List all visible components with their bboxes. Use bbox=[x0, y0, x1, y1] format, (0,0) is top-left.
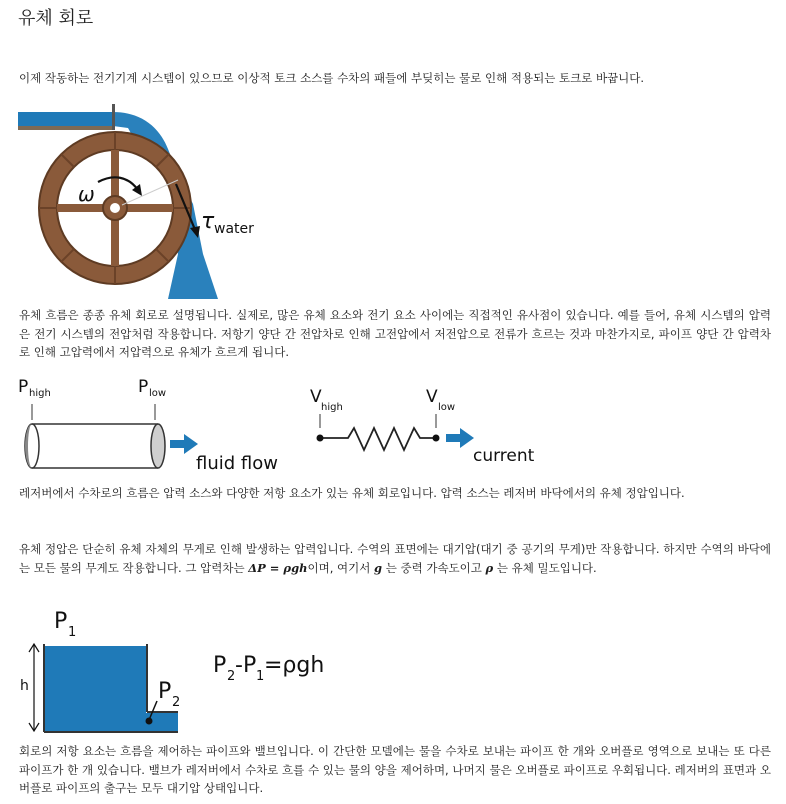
gravity-symbol: g bbox=[374, 560, 383, 575]
page-title: 유체 회로 bbox=[18, 8, 94, 29]
fluid-paragraph bbox=[19, 306, 771, 362]
resistor-node-left bbox=[317, 435, 324, 442]
tau-label: τ bbox=[201, 209, 215, 234]
tau-subscript: water bbox=[214, 221, 254, 237]
hydro-text-2: 이며, 여기서 bbox=[307, 560, 374, 575]
hydro-text-1: 유체 정압은 단순히 유체 자체의 무게로 인해 발생하는 압력입니다. 수역의 표면에는 대기압(대기 중 공기의 무게)만 작용합니다. 하지만 수역의 바닥에는 모든 물의 무게도 작용합니다. 그 압력차는 bbox=[19, 542, 771, 575]
p-high-label: P bbox=[18, 377, 29, 397]
p2-point bbox=[146, 718, 153, 725]
hydrostatic-paragraph bbox=[19, 540, 771, 577]
resistance-text: 회로의 저항 요소는 흐름을 제어하는 파이프와 밸브입니다. 이 간단한 모델에는 물을 수차로 보내는 파이프 한 개와 오버플로 영역으로 보내는 또 다른 파이프가 한 개 있습니다. 밸브가 레저버에서 수차로 흐를 수 있는 물의 양을 제어하며, 나머지 물은 오버플로 파이프로 우회됩니다. 레저버의 표면과 오버플로 파이프의 출구는 모두 대기압 상태입니다. bbox=[19, 744, 771, 795]
reservoir-text: 레저버에서 수차로의 흐름은 압력 소스와 다양한 저항 요소가 있는 유체 회로입니다. 압력 소스는 레저버 바닥에서의 유체 정압입니다. bbox=[19, 486, 685, 500]
channel-wall bbox=[18, 126, 115, 130]
pressure-equation-inline: ΔP = ρgh bbox=[248, 560, 308, 575]
p1-subscript: 1 bbox=[68, 625, 77, 640]
resistor bbox=[320, 428, 436, 450]
water-channel bbox=[18, 112, 113, 126]
intro-text: 이제 작동하는 전기기계 시스템이 있으므로 이상적 토크 소스를 수차의 패들에 부딪히는 물로 인해 적용되는 토크로 바꿉니다. bbox=[19, 71, 645, 85]
p-high-subscript: high bbox=[29, 388, 51, 399]
v-high-label: V bbox=[310, 387, 322, 407]
tank-water bbox=[45, 646, 146, 731]
channel-edge bbox=[112, 104, 115, 130]
p2-label: P bbox=[158, 679, 172, 704]
wheel-axle bbox=[110, 203, 120, 213]
current-arrowhead bbox=[460, 428, 474, 448]
reservoir-paragraph bbox=[19, 484, 771, 503]
intro-paragraph bbox=[19, 69, 771, 88]
current-arrow-shaft bbox=[446, 434, 462, 442]
waterwheel-figure bbox=[18, 104, 268, 302]
equation-minus-p1: -P bbox=[235, 653, 257, 678]
v-low-subscript: low bbox=[438, 402, 456, 413]
pipe-right-end bbox=[151, 424, 165, 468]
current-label: current bbox=[473, 446, 535, 466]
fluid-flow-label: fluid flow bbox=[196, 453, 278, 474]
density-symbol: ρ bbox=[485, 560, 494, 575]
fluid-flow-arrowhead bbox=[184, 434, 198, 454]
p1-label: P bbox=[54, 609, 68, 634]
fluid-flow-arrow-shaft bbox=[170, 440, 186, 448]
equation-sub1: 1 bbox=[256, 669, 265, 684]
p-low-subscript: low bbox=[149, 388, 167, 399]
equation-sub2: 2 bbox=[227, 669, 236, 684]
analogy-figure bbox=[18, 372, 538, 476]
hydrostatic-text bbox=[19, 540, 771, 577]
pipe-walls bbox=[32, 424, 158, 468]
hydro-text-4: 는 유체 밀도입니다. bbox=[493, 560, 597, 575]
resistor-node-right bbox=[433, 435, 440, 442]
tank-figure bbox=[18, 606, 348, 736]
equation-rhs: =ρgh bbox=[264, 653, 325, 678]
v-low-label: V bbox=[426, 387, 438, 407]
v-high-subscript: high bbox=[321, 402, 343, 413]
hydro-text-3: 는 중력 가속도이고 bbox=[382, 560, 486, 575]
height-label: h bbox=[20, 678, 29, 694]
fluid-text: 유체 흐름은 종종 유체 회로로 설명됩니다. 실제로, 많은 유체 요소와 전기 요소 사이에는 직접적인 유사점이 있습니다. 예를 들어, 유체 시스템의 압력은 전기 시스템의 전압처럼 작용합니다. 저항기 양단 간 전압차로 인해 고전압에서 저전압으로 전류가 흐르는 것과 마찬가지로, 파이프 양단 간 압력차로 인해 고압력에서 저압력으로 유체가 흐르게 됩니다. bbox=[19, 308, 771, 359]
p-low-label: P bbox=[138, 377, 149, 397]
resistance-paragraph bbox=[19, 742, 771, 798]
p2-subscript: 2 bbox=[172, 695, 181, 710]
equation-p2: P bbox=[213, 653, 227, 678]
omega-label: ω bbox=[78, 182, 95, 206]
